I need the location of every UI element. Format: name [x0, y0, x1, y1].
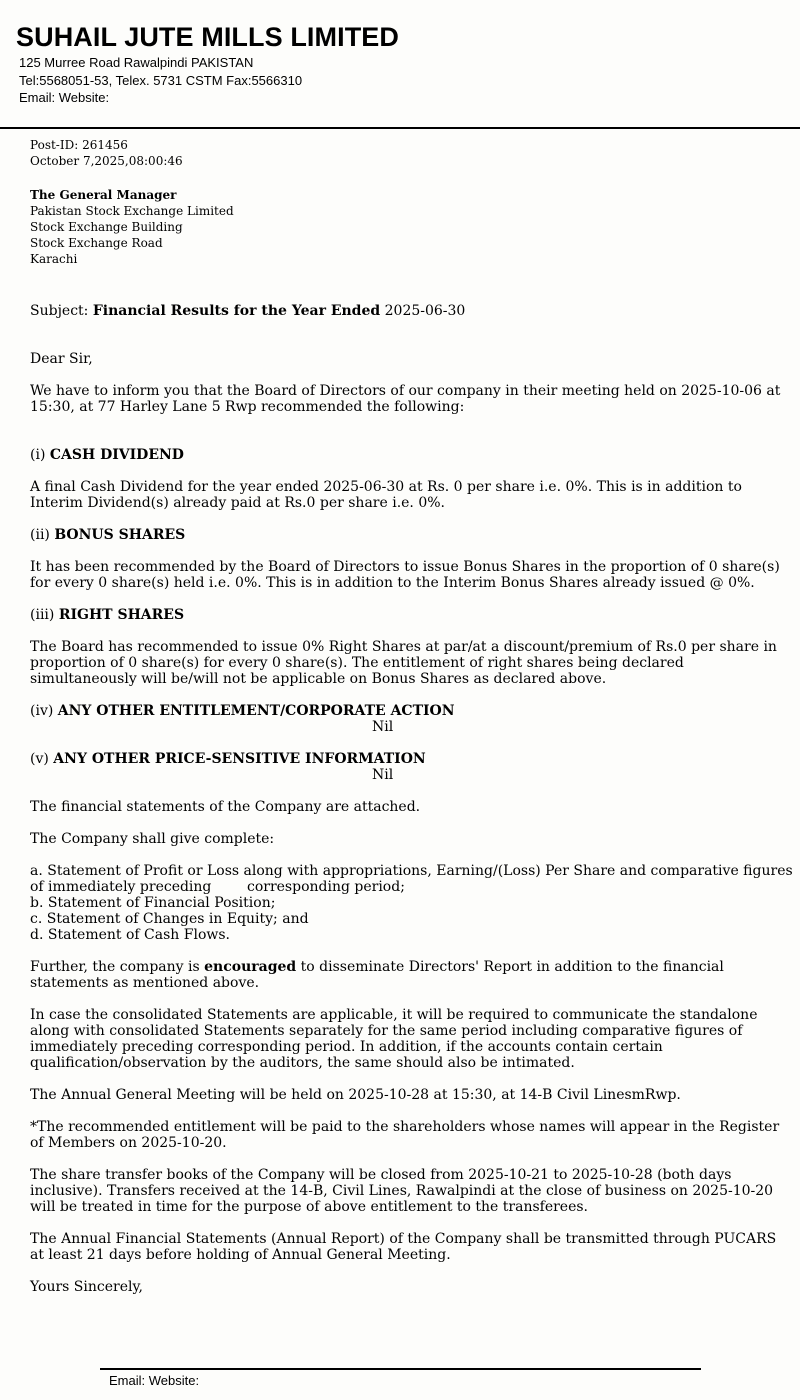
footer-divider [100, 1368, 701, 1370]
subject-text: Financial Results for the Year Ended [92, 303, 381, 319]
agm-notice: The Annual General Meeting will be held on 2025-10-28 at 15:30, at 14-B Civil LinesmRwp. [30, 1087, 681, 1103]
recipient-line: Karachi [30, 252, 78, 266]
subject-line [30, 303, 465, 319]
section-title: CASH DIVIDEND [49, 447, 184, 463]
section-number: (i) [30, 447, 46, 463]
section-title: RIGHT SHARES [58, 607, 185, 623]
statement-item: b. Statement of Financial Position; [30, 895, 276, 911]
section-title: ANY OTHER ENTITLEMENT/CORPORATE ACTION [57, 703, 455, 719]
intro-paragraph: We have to inform you that the Board of Directors of our company in their meeting held on 2025-10-06 at 15:30, at 77 Harley Lane 5 Rwp recommended the following: [30, 383, 781, 415]
section-title: ANY OTHER PRICE-SENSITIVE INFORMATION [53, 751, 426, 767]
section-number: (iv) [30, 703, 54, 719]
section-heading-other-entitlement [30, 703, 455, 719]
right-shares-body: The Board has recommended to issue 0% Right Shares at par/at a discount/premium of Rs.0 per share in proportion of 0 share(s) for every 0 share(s). The entitlement of right shares being declared simultaneously will be/will not be applicable on Bonus Shares as declared above. [30, 639, 777, 687]
company-address: 125 Murree Road Rawalpindi PAKISTAN [19, 55, 254, 70]
cash-dividend-body: A final Cash Dividend for the year ended 2025-06-30 at Rs. 0 per share i.e. 0%. This is in addition to Interim Dividend(s) already paid at Rs.0 per share i.e. 0%. [30, 479, 742, 511]
section-heading-price-sensitive [30, 751, 426, 767]
company-email: Email: Website: [19, 90, 110, 105]
company-name: SUHAIL JUTE MILLS LIMITED [16, 22, 400, 52]
complete-intro: The Company shall give complete: [30, 831, 275, 847]
other-entitlement-value: Nil [372, 719, 394, 735]
section-heading-right-shares [30, 607, 184, 623]
closing: Yours Sincerely, [30, 1279, 143, 1295]
further-before: Further, the company is [30, 959, 205, 975]
statement-item: c. Statement of Changes in Equity; and [30, 911, 309, 927]
header-divider [0, 127, 800, 129]
attached-note: The financial statements of the Company are attached. [30, 799, 421, 815]
salutation: Dear Sir, [30, 351, 93, 367]
company-phone: Tel:5568051-53, Telex. 5731 CSTM Fax:5566310 [19, 73, 303, 88]
recipient-title: The General Manager [30, 188, 177, 202]
further-emphasis: encouraged [204, 959, 297, 975]
recipient-line: Stock Exchange Road [30, 236, 163, 250]
annual-report-notice: The Annual Financial Statements (Annual Report) of the Company shall be transmitted through PUCARS at least 21 days before holding of Annual General Meeting. [30, 1231, 777, 1263]
recipient-line: Pakistan Stock Exchange Limited [30, 204, 234, 218]
bonus-shares-body: It has been recommended by the Board of Directors to issue Bonus Shares in the proportion of 0 share(s) for every 0 share(s) held i.e. 0%. This is in addition to the Interim Bonus Shares already issued @ 0%. [30, 559, 780, 591]
consolidated-paragraph: In case the consolidated Statements are applicable, it will be required to communicate the standalone along with consolidated Statements separately for the same period including comparative figures of immediately preceding corresponding period. In addition, if the accounts contain certain qualification/observation by the auditors, the same should also be intimated. [30, 1007, 758, 1071]
section-heading-cash-dividend [30, 447, 184, 463]
subject-label: Subject: [30, 303, 89, 319]
post-id: Post-ID: 261456 [30, 138, 128, 152]
section-number: (ii) [30, 527, 50, 543]
recipient-line: Stock Exchange Building [30, 220, 183, 234]
statement-item: d. Statement of Cash Flows. [30, 927, 230, 943]
subject-date: 2025-06-30 [384, 303, 466, 319]
price-sensitive-value: Nil [372, 767, 394, 783]
transfer-books-notice: The share transfer books of the Company will be closed from 2025-10-21 to 2025-10-28 (both days inclusive). Transfers received at the 14-B, Civil Lines, Rawalpindi at the close of business on 2025-10-20 will be treated in time for the purpose of above entitlement to the transferees. [30, 1167, 774, 1215]
section-number: (v) [30, 751, 49, 767]
section-number: (iii) [30, 607, 55, 623]
section-title: BONUS SHARES [54, 527, 186, 543]
further-after: to disseminate Directors' Report in addition to the financial statements as mentioned above. [30, 959, 724, 991]
footer-contact: Email: Website: [109, 1373, 200, 1388]
section-heading-bonus-shares [30, 527, 185, 543]
statement-item: a. Statement of Profit or Loss along with appropriations, Earning/(Loss) Per Share and comparative figures of immediately preceding corresponding period; [30, 863, 798, 895]
further-paragraph [30, 959, 794, 991]
entitlement-notice: *The recommended entitlement will be paid to the shareholders whose names will appear in the Register of Members on 2025-10-20. [30, 1119, 780, 1151]
post-datetime: October 7,2025,08:00:46 [30, 154, 183, 168]
